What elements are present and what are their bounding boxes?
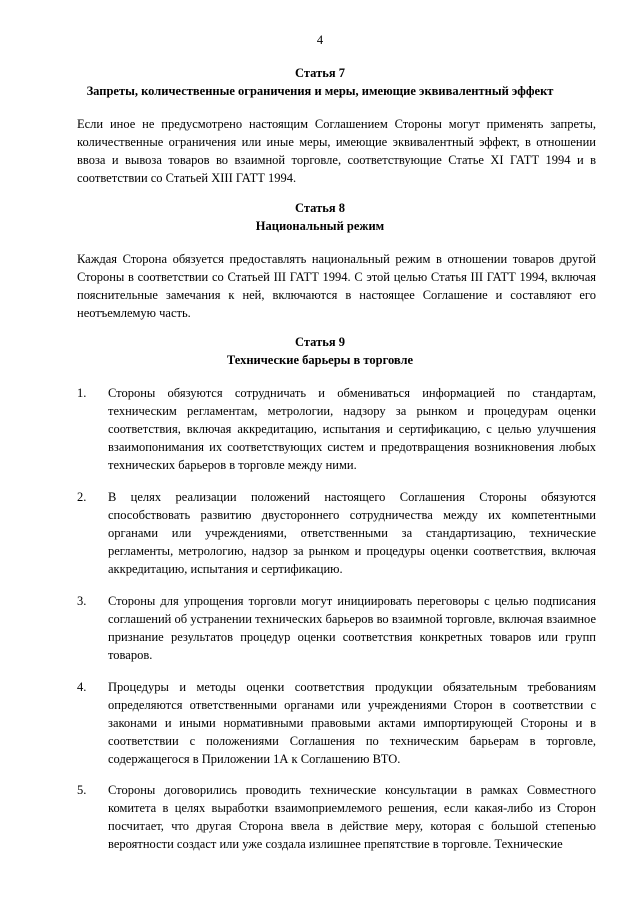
article-7-title: Статья 7 [295,66,345,80]
article-8-subtitle: Национальный режим [255,219,385,233]
item-number: 5. [77,783,87,797]
article-9-item-5 [77,781,596,853]
article-8-text: Каждая Сторона обязуется предоставлять национальный режим в отношении товаров другой Стороны в соответствии со Статьей III ГАТТ 1994. С этой целью Статья III ГАТТ 1994, включая пояснительные замечания к ней, включаются в настоящее Соглашение и составляют его неотъемлемую часть. [77,252,596,320]
article-9-subtitle: Технические барьеры в торговле [226,353,414,367]
item-number: 3. [77,594,87,608]
article-9-item-3 [77,592,596,664]
item-text: Процедуры и методы оценки соответствия продукции обязательным требованиям определяются ответственными органами или учреждениями Сторон в соответствии с законами и иными нормативными правовыми актами импортирующей Стороны и в соответствии с положениями Соглашения по техническим барьерам в торговле, содержащегося в Приложении 1А к Соглашению ВТО. [108,680,596,766]
article-9-item-2 [77,488,596,578]
item-text: Стороны договорились проводить технические консультации в рамках Совместного комитета в целях выработки взаимоприемлемого решения, если какая-либо из Сторон посчитает, что другая Сторона ввела в действие меру, которая с большой степенью вероятности создаст или уже создала излишнее препятствие в торговле. Технические [108,783,596,851]
item-text: Стороны для упрощения торговли могут инициировать переговоры с целью подписания соглашений об устранении технических барьеров во взаимной торговле, включая взаимное признание результатов процедур оценки соответствия конкретных товаров или групп товаров. [108,594,596,662]
article-7-subtitle: Запреты, количественные ограничения и меры, имеющие эквивалентный эффект [86,84,554,98]
item-number: 2. [77,490,87,504]
item-text: В целях реализации положений настоящего Соглашения Стороны обязуются способствовать развитию двустороннего сотрудничества между их компетентными органами или учреждениями, ответственными за стандартизацию, технические регламенты, метрологию, надзор за рынком и процедуры оценки соответствия, включая аккредитацию, испытания и сертификацию. [108,490,596,576]
item-number: 4. [77,680,87,694]
article-9-item-1 [77,384,596,474]
page-number: 4 [316,33,324,47]
item-number: 1. [77,386,87,400]
article-8-title: Статья 8 [295,201,345,215]
article-9-title: Статья 9 [295,335,345,349]
article-9-item-4 [77,678,596,768]
article-7-text: Если иное не предусмотрено настоящим Соглашением Стороны могут применять запреты, количественные ограничения или иные меры, имеющие эквивалентный эффект, в отношении ввоза и вывоза товаров во взаимной торговле, соответствующие Статье XI ГАТТ 1994 и в соответствии со Статьей XIII ГАТТ 1994. [77,117,596,185]
item-text: Стороны обязуются сотрудничать и обмениваться информацией по стандартам, техническим регламентам, метрологии, надзору за рынком и процедурам оценки соответствия, включая аккредитацию, испытания и сертификацию, с целью улучшения взаимопонимания их соответствующих систем и предотвращения возникновения любых технических барьеров в торговле между ними. [108,386,596,472]
